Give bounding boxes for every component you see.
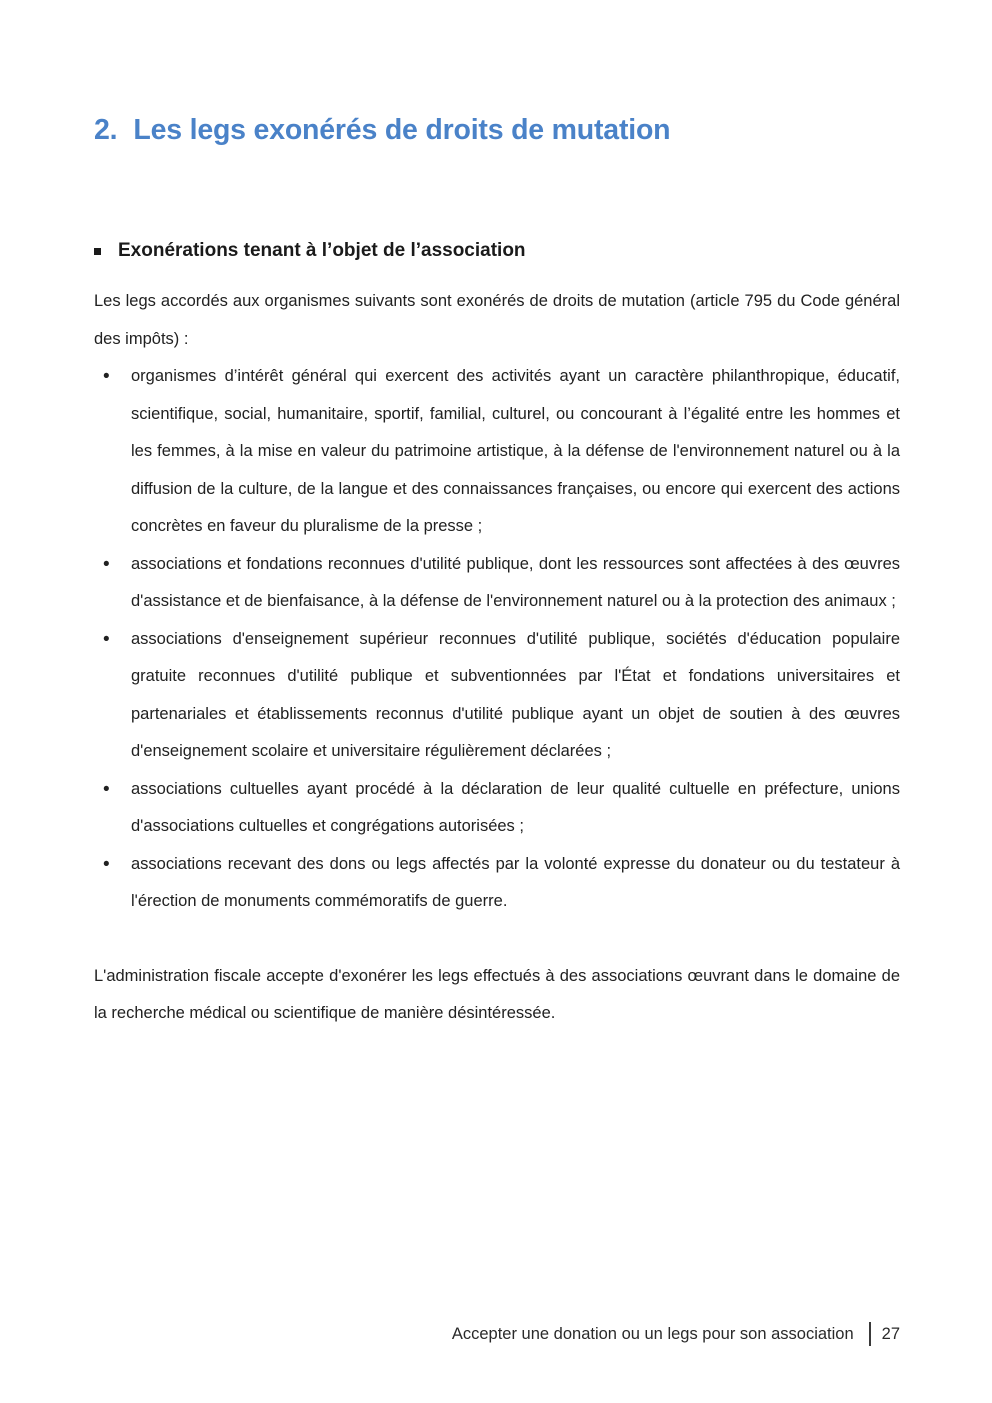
page-number: 27	[881, 1324, 900, 1343]
section-heading	[94, 113, 900, 147]
footer-divider	[869, 1322, 871, 1346]
page-footer	[452, 1322, 900, 1346]
square-bullet-icon	[94, 248, 101, 255]
subsection-heading-text: Exonérations tenant à l’objet de l’association	[118, 240, 526, 261]
closing-paragraph: L'administration fiscale accepte d'exonérer les legs effectués à des associations œuvrant dans le domaine de la recherche médical ou scientifique de manière désintéressée.	[94, 966, 900, 1022]
footer-title: Accepter une donation ou un legs pour son association	[451, 1324, 854, 1343]
intro-paragraph: Les legs accordés aux organismes suivants sont exonérés de droits de mutation (article 795 du Code général des impôts) :	[94, 292, 900, 348]
section-number: 2.	[94, 114, 118, 146]
exemption-list	[94, 358, 900, 921]
page-content	[94, 0, 900, 1033]
subsection-heading	[94, 239, 900, 263]
list-item: • associations cultuelles ayant procédé à la déclaration de leur qualité cultuelle en préfecture, unions d'associations cultuelles et congrégations autorisées ;	[94, 771, 900, 846]
list-item: • associations recevant des dons ou legs affectés par la volonté expresse du donateur ou du testateur à l'érection de monuments commémoratifs de guerre.	[94, 846, 900, 921]
section-title-text: Les legs exonérés de droits de mutation	[133, 114, 671, 146]
list-item: • associations et fondations reconnues d'utilité publique, dont les ressources sont affectées à des œuvres d'assistance et de bienfaisance, à la défense de l'environnement naturel ou à la protection des animaux ;	[94, 546, 900, 621]
list-item: • organismes d’intérêt général qui exercent des activités ayant un caractère philanthropique, éducatif, scientifique, social, humanitaire, sportif, familial, culturel, ou concourant à l’égalité entre les hommes et les femmes, à la mise en valeur du patrimoine artistique, à la défense de l'environnement naturel ou à la diffusion de la culture, de la langue et des connaissances françaises, ou encore qui exercent des actions concrètes en faveur du pluralisme de la presse ;	[94, 358, 900, 546]
list-item: • associations d'enseignement supérieur reconnues d'utilité publique, sociétés d'éducation populaire gratuite reconnues d'utilité publique et subventionnées par l'État et fondations universitaires et partenariales et établissements reconnus d'utilité publique ayant un objet de soutien à des œuvres d'enseignement scolaire et universitaire régulièrement déclarées ;	[94, 621, 900, 771]
